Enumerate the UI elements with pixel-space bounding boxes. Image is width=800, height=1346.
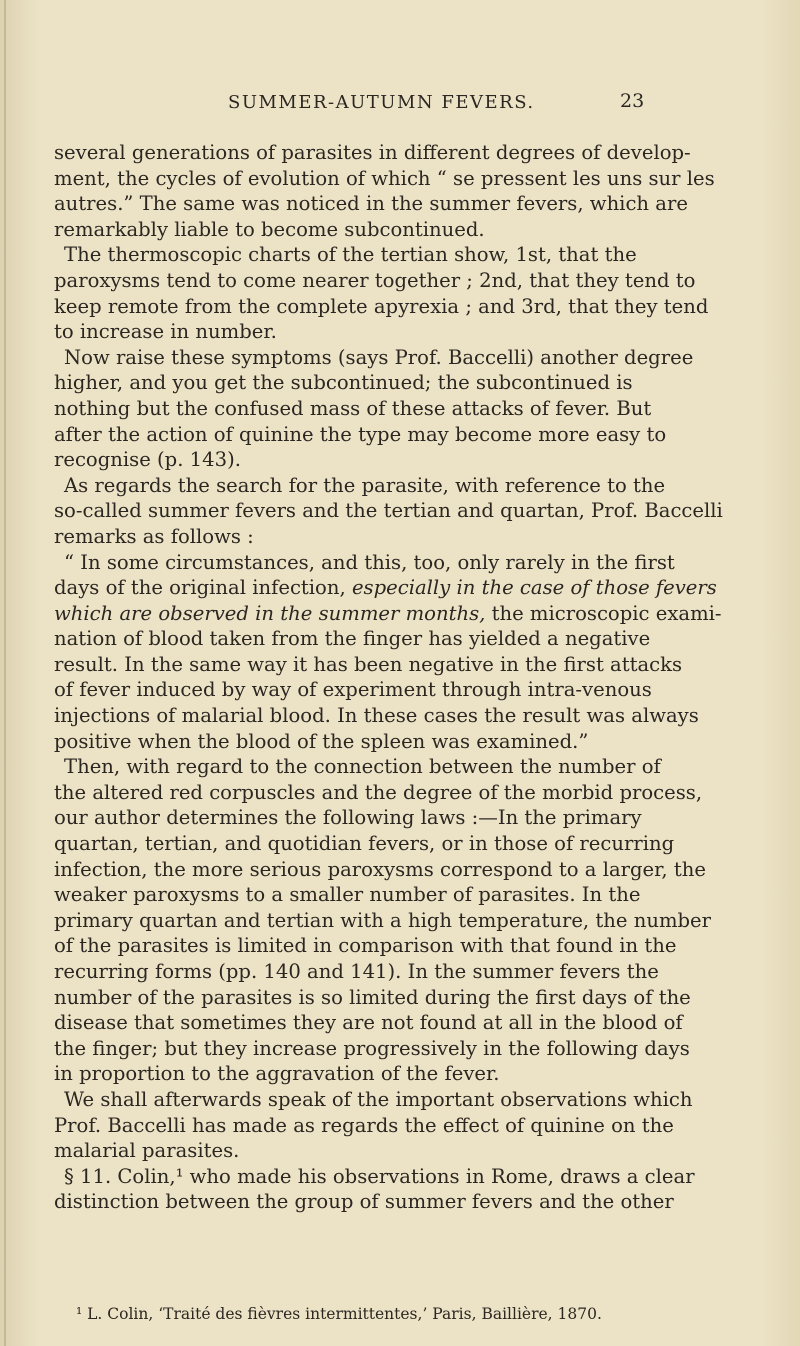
- text-line: number of the parasites is so limited during the first days of the: [54, 985, 691, 1009]
- text-line: keep remote from the complete apyrexia ; and 3rd, that they tend: [54, 294, 709, 318]
- text-line: our author determines the following laws :—In the primary: [54, 806, 642, 830]
- text-line: We shall afterwards speak of the important observations which: [64, 1087, 693, 1111]
- text-line: “ In some circumstances, and this, too, only rarely in the first: [64, 550, 675, 574]
- text-line: nation of blood taken from the finger has yielded a negative: [54, 627, 651, 651]
- footnote: ¹ L. Colin, ‘Traité des fièvres intermittentes,’ Paris, Baillière, 1870.: [76, 1305, 602, 1323]
- text-line: of the parasites is limited in comparison with that found in the: [54, 934, 677, 958]
- text-line: recurring forms (pp. 140 and 141). In the summer fevers the: [54, 960, 659, 983]
- text-line: distinction between the group of summer fevers and the other: [54, 1190, 674, 1214]
- text-line: disease that sometimes they are not found at all in the blood of: [54, 1011, 683, 1035]
- text-line: the finger; but they increase progressively in the following days: [54, 1036, 690, 1060]
- page-number: 23: [620, 90, 645, 112]
- text-line: Then, with regard to the connection between the number of: [64, 755, 661, 779]
- text-line: The thermoscopic charts of the tertian show, 1st, that the: [64, 243, 637, 267]
- text-line: higher, and you get the subcontinued; the subcontinued is: [54, 371, 633, 395]
- text-line: Prof. Baccelli has made as regards the effect of quinine on the: [54, 1113, 674, 1137]
- italic-segment: which are observed in the summer months,: [54, 601, 486, 625]
- text-line: remarkably liable to become subcontinued.: [54, 217, 485, 241]
- text-line: positive when the blood of the spleen was examined.”: [54, 729, 589, 753]
- text-line: the altered red corpuscles and the degree of the morbid process,: [54, 780, 703, 804]
- text-line: quartan, tertian, and quotidian fevers, or in those of recurring: [54, 832, 675, 856]
- text-line: primary quartan and tertian with a high temperature, the number: [54, 908, 712, 932]
- running-header: SUMMER-AUTUMN FEVERS.: [228, 92, 535, 113]
- text-line: infection, the more serious paroxysms correspond to a larger, the: [54, 857, 706, 881]
- text-line-italic-mixed: [54, 601, 766, 627]
- text-segment: the microscopic exami-: [485, 601, 722, 625]
- text-line: weaker paroxysms to a smaller number of parasites. In the: [54, 883, 641, 907]
- italic-segment: especially in the case of those fevers: [351, 576, 717, 600]
- text-line: remarks as follows :: [54, 524, 254, 548]
- text-line: recognise (p. 143).: [54, 448, 241, 472]
- text-segment: days of the original infection,: [54, 576, 352, 600]
- text-line: injections of malarial blood. In these cases the result was always: [54, 704, 699, 728]
- text-line: of fever induced by way of experiment through intra-venous: [54, 678, 652, 702]
- text-line: paroxysms tend to come nearer together ; 2nd, that they tend to: [54, 268, 696, 292]
- text-line: result. In the same way it has been negative in the first attacks: [54, 652, 683, 676]
- text-line: ment, the cycles of evolution of which “ se pressent les uns sur les: [54, 166, 715, 190]
- text-line: malarial parasites.: [54, 1139, 240, 1163]
- text-line-italic-mixed: [54, 575, 766, 601]
- text-line: autres.” The same was noticed in the summer fevers, which are: [54, 192, 688, 216]
- text-line: in proportion to the aggravation of the fever.: [54, 1062, 500, 1086]
- text-line: § 11. Colin,¹ who made his observations in Rome, draws a clear: [64, 1164, 695, 1188]
- text-line: so-called summer fevers and the tertian and quartan, Prof. Baccelli: [54, 499, 723, 523]
- text-line: Now raise these symptoms (says Prof. Baccelli) another degree: [64, 345, 694, 369]
- text-line: As regards the search for the parasite, with reference to the: [64, 473, 666, 497]
- binding-edge: [4, 0, 6, 1346]
- text-line: to increase in number.: [54, 320, 277, 344]
- text-line: several generations of parasites in different degrees of develop-: [54, 141, 691, 164]
- text-line: after the action of quinine the type may become more easy to: [54, 422, 667, 446]
- text-line: nothing but the confused mass of these attacks of fever. But: [54, 396, 652, 420]
- body-text: [54, 140, 766, 1215]
